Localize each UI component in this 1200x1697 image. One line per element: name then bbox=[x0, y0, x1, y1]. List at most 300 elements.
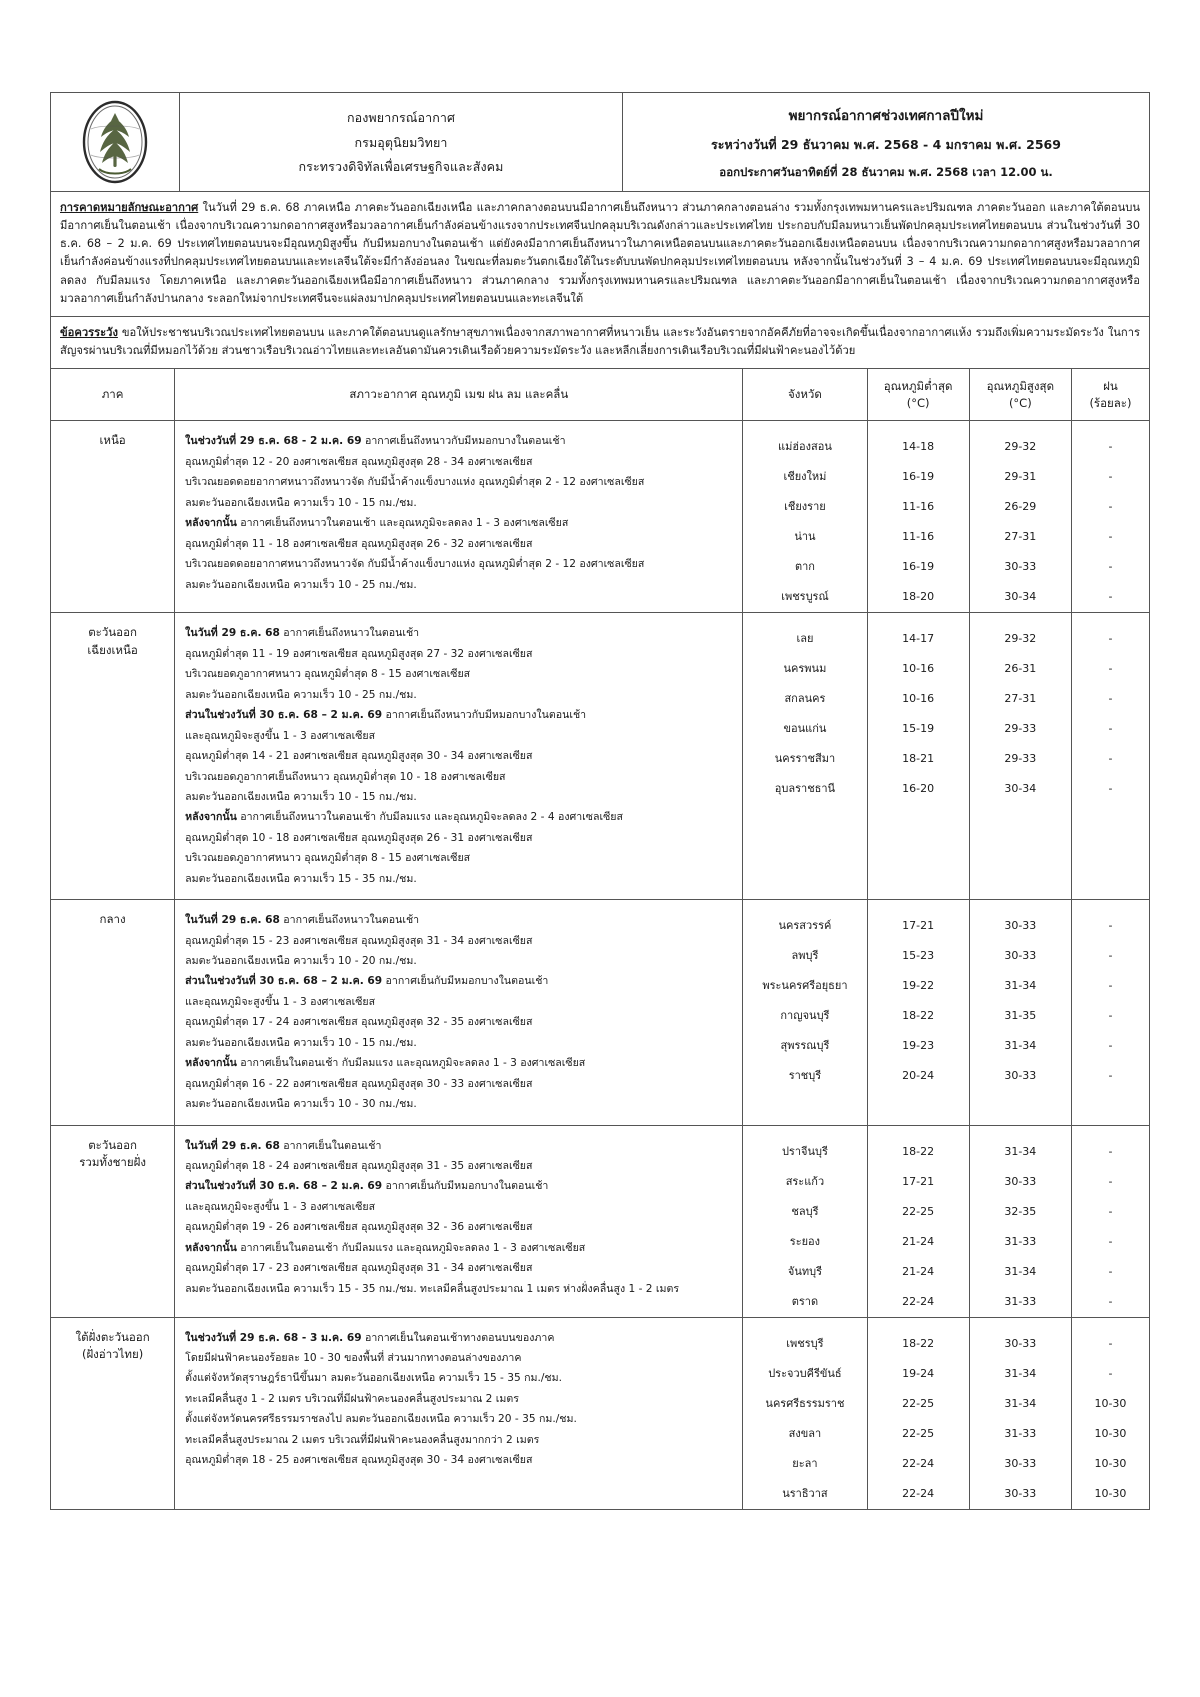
province-value: นครพนม bbox=[783, 662, 827, 676]
max-temp-value: 29-32 bbox=[1004, 632, 1037, 646]
condition-line bbox=[185, 575, 736, 595]
rain-value: - bbox=[1108, 530, 1113, 544]
province-value: ประจวบคีรีขันธ์ bbox=[768, 1366, 842, 1380]
max-temp-cell bbox=[969, 1317, 1071, 1509]
rain-value: - bbox=[1108, 1204, 1113, 1218]
province-value: ปราจีนบุรี bbox=[781, 1144, 828, 1158]
condition-line bbox=[185, 554, 736, 574]
condition-line-text: อุณหภูมิต่ำสุด 11 - 18 องศาเซลเซียส อุณหภูมิสูงสุด 26 - 32 องศาเซลเซียส bbox=[185, 537, 533, 550]
rain-value: - bbox=[1108, 470, 1113, 484]
province-value: นราธิวาส bbox=[782, 1486, 828, 1500]
condition-line bbox=[185, 1197, 736, 1217]
rain-value: - bbox=[1108, 500, 1113, 514]
condition-line bbox=[185, 452, 736, 472]
condition-line bbox=[185, 1409, 736, 1429]
condition-line-emphasis: หลังจากนั้น bbox=[185, 1241, 237, 1254]
rain-value: - bbox=[1108, 979, 1113, 993]
condition-line-text: ลมตะวันออกเฉียงเหนือ ความเร็ว 10 - 15 กม./ชม. bbox=[185, 790, 417, 803]
condition-line bbox=[185, 1389, 736, 1409]
condition-line-emphasis: หลังจากนั้น bbox=[185, 517, 237, 530]
max-temp-stack bbox=[970, 613, 1071, 804]
condition-line bbox=[185, 1258, 736, 1278]
rain-value: - bbox=[1108, 1264, 1113, 1278]
condition-line-emphasis: ส่วนในช่วงวันที่ 30 ธ.ค. 68 – 2 ม.ค. 69 bbox=[185, 1180, 383, 1193]
condition-line bbox=[185, 644, 736, 664]
condition-line-text: อุณหภูมิต่ำสุด 14 - 21 องศาเซลเซียส อุณหภูมิสูงสุด 30 - 34 องศาเซลเซียส bbox=[185, 750, 533, 763]
condition-line-text: ทะเลมีคลื่นสูงประมาณ 2 เมตร บริเวณที่มีฝนฟ้าคะนองคลื่นสูงมากกว่า 2 เมตร bbox=[185, 1433, 540, 1446]
province-value: พระนครศรีอยุธยา bbox=[762, 979, 848, 993]
rain-value: - bbox=[1108, 632, 1113, 646]
condition-line bbox=[185, 828, 736, 848]
province-value: ตราด bbox=[791, 1294, 819, 1308]
table-row bbox=[51, 421, 1150, 613]
min-temp-stack bbox=[868, 421, 969, 612]
max-temp-value: 29-31 bbox=[1004, 470, 1037, 484]
condition-line-text: ลมตะวันออกเฉียงเหนือ ความเร็ว 10 - 25 กม./ชม. bbox=[185, 688, 417, 701]
rain-value: - bbox=[1108, 1336, 1113, 1350]
max-temp-value: 31-34 bbox=[1004, 979, 1037, 993]
province-value: เชียงใหม่ bbox=[783, 470, 827, 484]
condition-line bbox=[185, 1033, 736, 1053]
condition-line bbox=[185, 1450, 736, 1470]
province-cell bbox=[743, 1125, 867, 1317]
condition-line-emphasis: ในช่วงวันที่ 29 ธ.ค. 68 - 2 ม.ค. 69 bbox=[185, 435, 362, 448]
condition-line-text: บริเวณยอดดอยอากาศหนาวถึงหนาวจัด กับมีน้ำค้างแข็งบางแห่ง อุณหภูมิต่ำสุด 2 - 12 องศาเซลเซียส bbox=[185, 476, 645, 489]
max-temp-value: 29-33 bbox=[1004, 722, 1037, 736]
condition-line bbox=[185, 1053, 736, 1073]
min-temp-cell bbox=[867, 421, 969, 613]
rain-value: - bbox=[1108, 1234, 1113, 1248]
th-min-temp-label: อุณหภูมิต่ำสุด bbox=[883, 379, 953, 394]
condition-line bbox=[185, 431, 736, 451]
condition-line bbox=[185, 1217, 736, 1237]
region-cell: ใต้ฝั่งตะวันออก (ฝั่งอ่าวไทย) bbox=[51, 1317, 175, 1509]
th-max-temp bbox=[969, 369, 1071, 421]
rain-cell bbox=[1071, 613, 1149, 900]
min-temp-stack bbox=[868, 613, 969, 804]
th-max-temp-label: อุณหภูมิสูงสุด bbox=[986, 379, 1055, 394]
condition-line-text: อากาศเย็นถึงหนาวในตอนเช้า bbox=[279, 914, 420, 927]
province-value: ยะลา bbox=[792, 1456, 818, 1470]
max-temp-value: 31-33 bbox=[1004, 1294, 1037, 1308]
rain-value: 10-30 bbox=[1094, 1396, 1127, 1410]
rain-value: - bbox=[1108, 662, 1113, 676]
condition-line bbox=[185, 1176, 736, 1196]
province-value: สุพรรณบุรี bbox=[780, 1039, 830, 1053]
table-row bbox=[51, 1125, 1150, 1317]
province-value: ระยอง bbox=[789, 1234, 821, 1248]
province-value: ชลบุรี bbox=[791, 1204, 819, 1218]
condition-line bbox=[185, 931, 736, 951]
table-head bbox=[51, 369, 1150, 421]
condition-line-text: ทะเลมีคลื่นสูง 1 - 2 เมตร บริเวณที่มีฝนฟ้าคะนองคลื่นสูงประมาณ 2 เมตร bbox=[185, 1392, 519, 1405]
min-temp-value: 14-18 bbox=[902, 440, 935, 454]
th-condition: สภาวะอากาศ อุณหภูมิ เมฆ ฝน ลม และคลื่น bbox=[175, 369, 743, 421]
condition-line-text: อากาศเย็นกับมีหมอกบางในตอนเช้า bbox=[382, 1180, 549, 1193]
province-cell bbox=[743, 1317, 867, 1509]
province-value: นครศรีธรรมราช bbox=[765, 1396, 845, 1410]
max-temp-cell bbox=[969, 900, 1071, 1125]
province-cell bbox=[743, 613, 867, 900]
condition-line-text: อุณหภูมิต่ำสุด 17 - 23 องศาเซลเซียส อุณหภูมิสูงสุด 31 - 34 องศาเซลเซียส bbox=[185, 1262, 533, 1275]
rain-value: - bbox=[1108, 722, 1113, 736]
table-row bbox=[51, 900, 1150, 1125]
rain-cell bbox=[1071, 421, 1149, 613]
min-temp-value: 22-24 bbox=[902, 1486, 935, 1500]
max-temp-value: 30-34 bbox=[1004, 782, 1037, 796]
condition-line-text: บริเวณยอดดอยอากาศหนาวถึงหนาวจัด กับมีน้ำค้างแข็งบางแห่ง อุณหภูมิต่ำสุด 2 - 12 องศาเซลเซียส bbox=[185, 558, 645, 571]
condition-line-text: อุณหภูมิต่ำสุด 12 - 20 องศาเซลเซียส อุณหภูมิสูงสุด 28 - 34 องศาเซลเซียส bbox=[185, 455, 533, 468]
agency-ministry: กระทรวงดิจิทัลเพื่อเศรษฐกิจและสังคม bbox=[298, 159, 504, 175]
condition-line-emphasis: หลังจากนั้น bbox=[185, 811, 237, 824]
max-temp-value: 31-33 bbox=[1004, 1234, 1037, 1248]
forecast-narrative bbox=[50, 191, 1150, 316]
rain-value: - bbox=[1108, 560, 1113, 574]
table-body bbox=[51, 421, 1150, 1509]
max-temp-value: 31-33 bbox=[1004, 1426, 1037, 1440]
province-stack bbox=[743, 421, 866, 612]
condition-line bbox=[185, 807, 736, 827]
max-temp-value: 26-29 bbox=[1004, 500, 1037, 514]
province-value: เชียงราย bbox=[784, 500, 826, 514]
max-temp-stack bbox=[970, 421, 1071, 612]
narrative-lead-label: การคาดหมายลักษณะอากาศ bbox=[60, 201, 199, 214]
condition-line-emphasis: ส่วนในช่วงวันที่ 30 ธ.ค. 68 – 2 ม.ค. 69 bbox=[185, 709, 383, 722]
condition-line bbox=[185, 1430, 736, 1450]
th-min-temp-unit: (°C) bbox=[906, 395, 930, 410]
max-temp-value: 30-33 bbox=[1004, 1174, 1037, 1188]
max-temp-value: 30-33 bbox=[1004, 919, 1037, 933]
max-temp-value: 32-35 bbox=[1004, 1204, 1037, 1218]
rain-value: - bbox=[1108, 1144, 1113, 1158]
th-rain-unit: (ร้อยละ) bbox=[1089, 395, 1132, 410]
th-rain bbox=[1071, 369, 1149, 421]
condition-line bbox=[185, 910, 736, 930]
max-temp-value: 29-32 bbox=[1004, 440, 1037, 454]
rain-value: - bbox=[1108, 1366, 1113, 1380]
rain-value: - bbox=[1108, 752, 1113, 766]
condition-line bbox=[185, 1136, 736, 1156]
max-temp-stack bbox=[970, 1318, 1071, 1509]
condition-line bbox=[185, 493, 736, 513]
condition-line-text: อากาศเย็นในตอนเช้าทางตอนบนของภาค bbox=[361, 1331, 555, 1344]
min-temp-stack bbox=[868, 1318, 969, 1509]
condition-line-text: ลมตะวันออกเฉียงเหนือ ความเร็ว 10 - 30 กม./ชม. bbox=[185, 1098, 417, 1111]
province-cell bbox=[743, 421, 867, 613]
table-row bbox=[51, 613, 1150, 900]
region-cell: เหนือ bbox=[51, 421, 175, 613]
min-temp-value: 18-22 bbox=[902, 1336, 935, 1350]
rain-cell bbox=[1071, 900, 1149, 1125]
province-value: นครราชสีมา bbox=[774, 752, 836, 766]
province-value: สระแก้ว bbox=[785, 1174, 825, 1188]
rain-value: - bbox=[1108, 919, 1113, 933]
max-temp-value: 30-33 bbox=[1004, 1336, 1037, 1350]
min-temp-value: 10-16 bbox=[902, 662, 935, 676]
min-temp-value: 17-21 bbox=[902, 1174, 935, 1188]
condition-line bbox=[185, 951, 736, 971]
condition-line-text: อุณหภูมิต่ำสุด 16 - 22 องศาเซลเซียส อุณหภูมิสูงสุด 30 - 33 องศาเซลเซียส bbox=[185, 1077, 533, 1090]
condition-line-text: อุณหภูมิต่ำสุด 19 - 26 องศาเซลเซียส อุณหภูมิสูงสุด 32 - 36 องศาเซลเซียส bbox=[185, 1221, 533, 1234]
condition-line bbox=[185, 869, 736, 889]
min-temp-value: 18-22 bbox=[902, 1144, 935, 1158]
document-masthead bbox=[50, 92, 1150, 191]
min-temp-value: 22-25 bbox=[902, 1426, 935, 1440]
rain-cell bbox=[1071, 1125, 1149, 1317]
max-temp-value: 30-33 bbox=[1004, 1069, 1037, 1083]
condition-line-text: ตั้งแต่จังหวัดนครศรีธรรมราชลงไป ลมตะวันออกเฉียงเหนือ ความเร็ว 20 - 35 กม./ชม. bbox=[185, 1413, 577, 1426]
condition-line-text: และอุณหภูมิจะสูงขึ้น 1 - 3 องศาเซลเซียส bbox=[185, 729, 376, 742]
condition-line-text: บริเวณยอดภูอากาศเย็นถึงหนาว อุณหภูมิต่ำสุด 10 - 18 องศาเซลเซียส bbox=[185, 770, 506, 783]
condition-line bbox=[185, 664, 736, 684]
max-temp-value: 30-33 bbox=[1004, 1486, 1037, 1500]
condition-line bbox=[185, 746, 736, 766]
province-stack bbox=[743, 900, 866, 1091]
province-value: ราชบุรี bbox=[788, 1069, 822, 1083]
condition-line bbox=[185, 787, 736, 807]
max-temp-value: 30-34 bbox=[1004, 590, 1037, 604]
rain-value: - bbox=[1108, 1174, 1113, 1188]
province-stack bbox=[743, 1318, 866, 1509]
condition-line-text: อากาศเย็นในตอนเช้า กับมีลมแรง และอุณหภูมิจะลดลง 1 - 3 องศาเซลเซียส bbox=[236, 1057, 586, 1070]
th-min-temp bbox=[867, 369, 969, 421]
province-value: ขอนแก่น bbox=[783, 722, 827, 736]
min-temp-value: 17-21 bbox=[902, 919, 935, 933]
min-temp-value: 22-25 bbox=[902, 1396, 935, 1410]
condition-line-text: ลมตะวันออกเฉียงเหนือ ความเร็ว 10 - 15 กม./ชม. bbox=[185, 496, 417, 509]
condition-line bbox=[185, 1279, 736, 1299]
province-value: จันทบุรี bbox=[787, 1264, 822, 1278]
min-temp-cell bbox=[867, 1125, 969, 1317]
warning-block bbox=[50, 316, 1150, 368]
garuda-seal-icon bbox=[79, 99, 151, 185]
province-value: เพชรบุรี bbox=[786, 1336, 824, 1350]
province-value: ตาก bbox=[794, 560, 815, 574]
th-region: ภาค bbox=[51, 369, 175, 421]
min-temp-value: 11-16 bbox=[902, 530, 935, 544]
forecast-table bbox=[50, 368, 1150, 1509]
condition-line-emphasis: ในช่วงวันที่ 29 ธ.ค. 68 - 3 ม.ค. 69 bbox=[185, 1331, 362, 1344]
rain-value: 10-30 bbox=[1094, 1426, 1127, 1440]
rain-value: - bbox=[1108, 692, 1113, 706]
min-temp-value: 11-16 bbox=[902, 500, 935, 514]
masthead-title-block bbox=[623, 93, 1149, 191]
region-cell: กลาง bbox=[51, 900, 175, 1125]
th-max-temp-unit: (°C) bbox=[1008, 395, 1032, 410]
min-temp-stack bbox=[868, 900, 969, 1091]
table-row bbox=[51, 1317, 1150, 1509]
rain-cell bbox=[1071, 1317, 1149, 1509]
condition-line-emphasis: ในวันที่ 29 ธ.ค. 68 bbox=[185, 627, 280, 640]
min-temp-value: 18-21 bbox=[902, 752, 935, 766]
condition-line-text: อากาศเย็นถึงหนาวกับมีหมอกบางในตอนเช้า bbox=[361, 435, 566, 448]
province-cell bbox=[743, 900, 867, 1125]
rain-value: - bbox=[1108, 782, 1113, 796]
th-province: จังหวัด bbox=[743, 369, 867, 421]
max-temp-value: 31-34 bbox=[1004, 1264, 1037, 1278]
max-temp-value: 31-35 bbox=[1004, 1009, 1037, 1023]
condition-line-text: อากาศเย็นถึงหนาวกับมีหมอกบางในตอนเช้า bbox=[382, 709, 587, 722]
min-temp-value: 20-24 bbox=[902, 1069, 935, 1083]
condition-line bbox=[185, 513, 736, 533]
condition-line bbox=[185, 472, 736, 492]
condition-line-text: ตั้งแต่จังหวัดสุราษฎร์ธานีขึ้นมา ลมตะวันออกเฉียงเหนือ ความเร็ว 15 - 35 กม./ชม. bbox=[185, 1372, 562, 1385]
condition-line bbox=[185, 1348, 736, 1368]
condition-line-text: บริเวณยอดภูอากาศหนาว อุณหภูมิต่ำสุด 8 - 15 องศาเซลเซียส bbox=[185, 852, 471, 865]
max-temp-value: 31-34 bbox=[1004, 1144, 1037, 1158]
condition-line bbox=[185, 848, 736, 868]
region-cell: ตะวันออก เฉียงเหนือ bbox=[51, 613, 175, 900]
min-temp-value: 15-23 bbox=[902, 949, 935, 963]
min-temp-value: 21-24 bbox=[902, 1234, 935, 1248]
min-temp-cell bbox=[867, 1317, 969, 1509]
page-title: พยากรณ์อากาศช่วงเทศกาลปีใหม่ bbox=[788, 107, 984, 124]
rain-value: 10-30 bbox=[1094, 1486, 1127, 1500]
max-temp-value: 29-33 bbox=[1004, 752, 1037, 766]
min-temp-value: 19-22 bbox=[902, 979, 935, 993]
condition-line-text: และอุณหภูมิจะสูงขึ้น 1 - 3 องศาเซลเซียส bbox=[185, 995, 376, 1008]
max-temp-value: 31-34 bbox=[1004, 1039, 1037, 1053]
province-stack bbox=[743, 613, 866, 804]
condition-line bbox=[185, 705, 736, 725]
rain-stack bbox=[1072, 1126, 1149, 1317]
masthead-agency bbox=[180, 93, 623, 191]
condition-line-text: ลมตะวันออกเฉียงเหนือ ความเร็ว 15 - 35 กม./ชม. ทะเลมีคลื่นสูงประมาณ 1 เมตร ห่างฝั่งคลื่นสูง 1 - 2 เมตร bbox=[185, 1282, 680, 1295]
condition-cell bbox=[175, 613, 743, 900]
condition-line-text: อากาศเย็นถึงหนาวในตอนเช้า และอุณหภูมิจะลดลง 1 - 3 องศาเซลเซียส bbox=[236, 517, 569, 530]
min-temp-value: 22-24 bbox=[902, 1456, 935, 1470]
province-value: สงขลา bbox=[788, 1426, 822, 1440]
condition-line bbox=[185, 1074, 736, 1094]
min-temp-stack bbox=[868, 1126, 969, 1317]
province-value: สกลนคร bbox=[784, 692, 826, 706]
min-temp-value: 16-19 bbox=[902, 560, 935, 574]
min-temp-value: 15-19 bbox=[902, 722, 935, 736]
condition-line bbox=[185, 685, 736, 705]
min-temp-value: 14-17 bbox=[902, 632, 935, 646]
min-temp-value: 22-24 bbox=[902, 1294, 935, 1308]
condition-line-emphasis: ส่วนในช่วงวันที่ 30 ธ.ค. 68 – 2 ม.ค. 69 bbox=[185, 975, 383, 988]
max-temp-value: 31-34 bbox=[1004, 1366, 1037, 1380]
province-value: น่าน bbox=[794, 530, 816, 544]
min-temp-value: 19-23 bbox=[902, 1039, 935, 1053]
condition-line bbox=[185, 623, 736, 643]
condition-line-text: อุณหภูมิต่ำสุด 17 - 24 องศาเซลเซียส อุณหภูมิสูงสุด 32 - 35 องศาเซลเซียส bbox=[185, 1016, 533, 1029]
condition-line-text: อากาศเย็นถึงหนาวในตอนเช้า กับมีลมแรง และอุณหภูมิจะลดลง 2 - 4 องศาเซลเซียส bbox=[236, 811, 623, 824]
condition-line-emphasis: ในวันที่ 29 ธ.ค. 68 bbox=[185, 1139, 280, 1152]
max-temp-stack bbox=[970, 1126, 1071, 1317]
condition-line-text: ลมตะวันออกเฉียงเหนือ ความเร็ว 15 - 35 กม./ชม. bbox=[185, 872, 417, 885]
min-temp-value: 18-22 bbox=[902, 1009, 935, 1023]
max-temp-value: 27-31 bbox=[1004, 530, 1037, 544]
rain-stack bbox=[1072, 900, 1149, 1091]
min-temp-value: 18-20 bbox=[902, 590, 935, 604]
region-cell: ตะวันออก รวมทั้งชายฝั่ง bbox=[51, 1125, 175, 1317]
issued-datetime: ออกประกาศวันอาทิตย์ที่ 28 ธันวาคม พ.ศ. 2568 เวลา 12.00 น. bbox=[719, 164, 1053, 179]
min-temp-cell bbox=[867, 613, 969, 900]
warning-lead-label: ข้อควรระวัง bbox=[60, 325, 118, 339]
th-rain-label: ฝน bbox=[1103, 379, 1118, 394]
condition-cell bbox=[175, 1317, 743, 1509]
condition-line-text: บริเวณยอดภูอากาศหนาว อุณหภูมิต่ำสุด 8 - 15 องศาเซลเซียส bbox=[185, 668, 471, 681]
rain-value: - bbox=[1108, 440, 1113, 454]
max-temp-cell bbox=[969, 613, 1071, 900]
narrative-body: ในวันที่ 29 ธ.ค. 68 ภาคเหนือ ภาคตะวันออกเฉียงเหนือ และภาคกลางตอนบนมีอากาศเย็นถึงหนาว ส่วนภาคกลางตอนล่าง รวมทั้งกรุงเทพมหานครและปริมณฑล ภาคตะวันออก และภาคใต้ตอนบน มีอากาศเย็นในตอนเช้า เนื่องจากบริเวณความกดอากาศสูงหรือมวลอากาศเย็นกำลังค่อนข้างแรงจากประเทศจีนปกคลุมบริเวณดังกล่าวและประเทศไทย ประกอบกับมีลมหนาวเย็นพัดปกคลุมประเทศไทยตอนบน ส่วนในช่วงวันที่ 30 ธ.ค. 68 – 2 ม.ค. 69 ประเทศไทยตอนบนจะมีอุณหภูมิสูงขึ้น กับมีหมอกบางในตอนเช้า แต่ยังคงมีอากาศเย็นถึงหนาวในภาคเหนือตอนบนและภาคตะวันออกเฉียงเหนือตอนบน เนื่องจากบริเวณความกดอากาศสูงหรือมวลอากาศเย็นกำลังค่อนข้างแรงที่ปกคลุมประเทศไทยตอนบนและทะเลจีนใต้จะมีกำลังอ่อนลง ในขณะที่ลมตะวันตกเฉียงใต้ในระดับบนพัดปกคลุมประเทศไทยตอนบน หลังจากนั้นในช่วงวันที่ 3 – 4 ม.ค. 69 ประเทศไทยตอนบนจะมีอุณหภูมิลดลง กับมีลมแรง โดยภาคเหนือ และภาคตะวันออกเฉียงเหนือมีอากาศเย็นถึงหนาว ส่วนภาคกลาง รวมทั้งกรุงเทพมหานครและปริมณฑล และภาคตะวันออกมีอากาศเย็นในตอนเช้า เนื่องจากบริเวณความกดอากาศสูงหรือมวลอากาศเย็นกำลังปานกลาง ระลอกใหม่จากประเทศจีนจะแผ่ลงมาปกคลุมประเทศไทยตอนบนและทะเลจีนใต้ bbox=[60, 201, 1140, 305]
min-temp-value: 22-25 bbox=[902, 1204, 935, 1218]
province-value: นครสวรรค์ bbox=[778, 919, 832, 933]
rain-value: - bbox=[1108, 1009, 1113, 1023]
condition-line-text: อุณหภูมิต่ำสุด 10 - 18 องศาเซลเซียส อุณหภูมิสูงสุด 26 - 31 องศาเซลเซียส bbox=[185, 831, 533, 844]
province-value: เพชรบูรณ์ bbox=[781, 590, 829, 604]
rain-stack bbox=[1072, 1318, 1149, 1509]
condition-cell bbox=[175, 421, 743, 613]
rain-stack bbox=[1072, 421, 1149, 612]
condition-line-text: ลมตะวันออกเฉียงเหนือ ความเร็ว 10 - 20 กม./ชม. bbox=[185, 955, 417, 968]
condition-cell bbox=[175, 1125, 743, 1317]
min-temp-value: 10-16 bbox=[902, 692, 935, 706]
agency-division: กองพยากรณ์อากาศ bbox=[346, 110, 456, 126]
province-value: ลพบุรี bbox=[791, 949, 819, 963]
min-temp-cell bbox=[867, 900, 969, 1125]
condition-line bbox=[185, 767, 736, 787]
forecast-period: ระหว่างวันที่ 29 ธันวาคม พ.ศ. 2568 - 4 มกราคม พ.ศ. 2569 bbox=[711, 136, 1061, 152]
rain-value: - bbox=[1108, 949, 1113, 963]
condition-line-text: อุณหภูมิต่ำสุด 18 - 25 องศาเซลเซียส อุณหภูมิสูงสุด 30 - 34 องศาเซลเซียส bbox=[185, 1454, 533, 1467]
min-temp-value: 21-24 bbox=[902, 1264, 935, 1278]
warning-body: ขอให้ประชาชนบริเวณประเทศไทยตอนบน และภาคใต้ตอนบนดูแลรักษาสุขภาพเนื่องจากสภาพอากาศที่หนาวเย็น และระวังอันตรายจากอัคคีภัยที่อาจจะเกิดขึ้นเนื่องจากอากาศแห้ง รวมถึงเพิ่มความระมัดระวัง ในการสัญจรผ่านบริเวณที่มีหมอกไว้ด้วย ส่วนชาวเรือบริเวณอ่าวไทยและทะเลอันดามันควรเดินเรือด้วยความระมัดระวัง และหลีกเลี่ยงการเดินเรือบริเวณที่มีฝนฟ้าคะนองไว้ด้วย bbox=[60, 325, 1140, 357]
condition-line-text: อากาศเย็นในตอนเช้า กับมีลมแรง และอุณหภูมิจะลดลง 1 - 3 องศาเซลเซียส bbox=[236, 1241, 586, 1254]
rain-value: - bbox=[1108, 1069, 1113, 1083]
max-temp-value: 27-31 bbox=[1004, 692, 1037, 706]
max-temp-value: 30-33 bbox=[1004, 560, 1037, 574]
rain-value: - bbox=[1108, 590, 1113, 604]
condition-line-text: อากาศเย็นกับมีหมอกบางในตอนเช้า bbox=[382, 975, 549, 988]
condition-line bbox=[185, 992, 736, 1012]
max-temp-value: 30-33 bbox=[1004, 949, 1037, 963]
rain-value: 10-30 bbox=[1094, 1456, 1127, 1470]
province-value: กาญจนบุรี bbox=[780, 1009, 830, 1023]
rain-stack bbox=[1072, 613, 1149, 804]
condition-line bbox=[185, 534, 736, 554]
condition-line bbox=[185, 1012, 736, 1032]
min-temp-value: 16-19 bbox=[902, 470, 935, 484]
max-temp-cell bbox=[969, 1125, 1071, 1317]
condition-line bbox=[185, 971, 736, 991]
max-temp-cell bbox=[969, 421, 1071, 613]
condition-line bbox=[185, 1328, 736, 1348]
condition-line-text: ลมตะวันออกเฉียงเหนือ ความเร็ว 10 - 15 กม./ชม. bbox=[185, 1036, 417, 1049]
max-temp-stack bbox=[970, 900, 1071, 1091]
max-temp-value: 30-33 bbox=[1004, 1456, 1037, 1470]
condition-line bbox=[185, 1368, 736, 1388]
rain-value: - bbox=[1108, 1294, 1113, 1308]
table-header-row bbox=[51, 369, 1150, 421]
condition-line-text: อุณหภูมิต่ำสุด 11 - 19 องศาเซลเซียส อุณหภูมิสูงสุด 27 - 32 องศาเซลเซียส bbox=[185, 647, 533, 660]
condition-line-emphasis: หลังจากนั้น bbox=[185, 1057, 237, 1070]
min-temp-value: 16-20 bbox=[902, 782, 935, 796]
condition-line bbox=[185, 726, 736, 746]
seal-cell bbox=[51, 93, 180, 191]
max-temp-value: 31-34 bbox=[1004, 1396, 1037, 1410]
condition-line-text: อุณหภูมิต่ำสุด 15 - 23 องศาเซลเซียส อุณหภูมิสูงสุด 31 - 34 องศาเซลเซียส bbox=[185, 934, 533, 947]
condition-line-text: โดยมีฝนฟ้าคะนองร้อยละ 10 - 30 ของพื้นที่ ส่วนมากทางตอนล่างของภาค bbox=[185, 1351, 522, 1364]
province-value: อุบลราชธานี bbox=[774, 782, 836, 796]
condition-line-text: ลมตะวันออกเฉียงเหนือ ความเร็ว 10 - 25 กม./ชม. bbox=[185, 578, 417, 591]
condition-line bbox=[185, 1156, 736, 1176]
condition-line bbox=[185, 1238, 736, 1258]
condition-line-text: และอุณหภูมิจะสูงขึ้น 1 - 3 องศาเซลเซียส bbox=[185, 1200, 376, 1213]
condition-line-emphasis: ในวันที่ 29 ธ.ค. 68 bbox=[185, 914, 280, 927]
